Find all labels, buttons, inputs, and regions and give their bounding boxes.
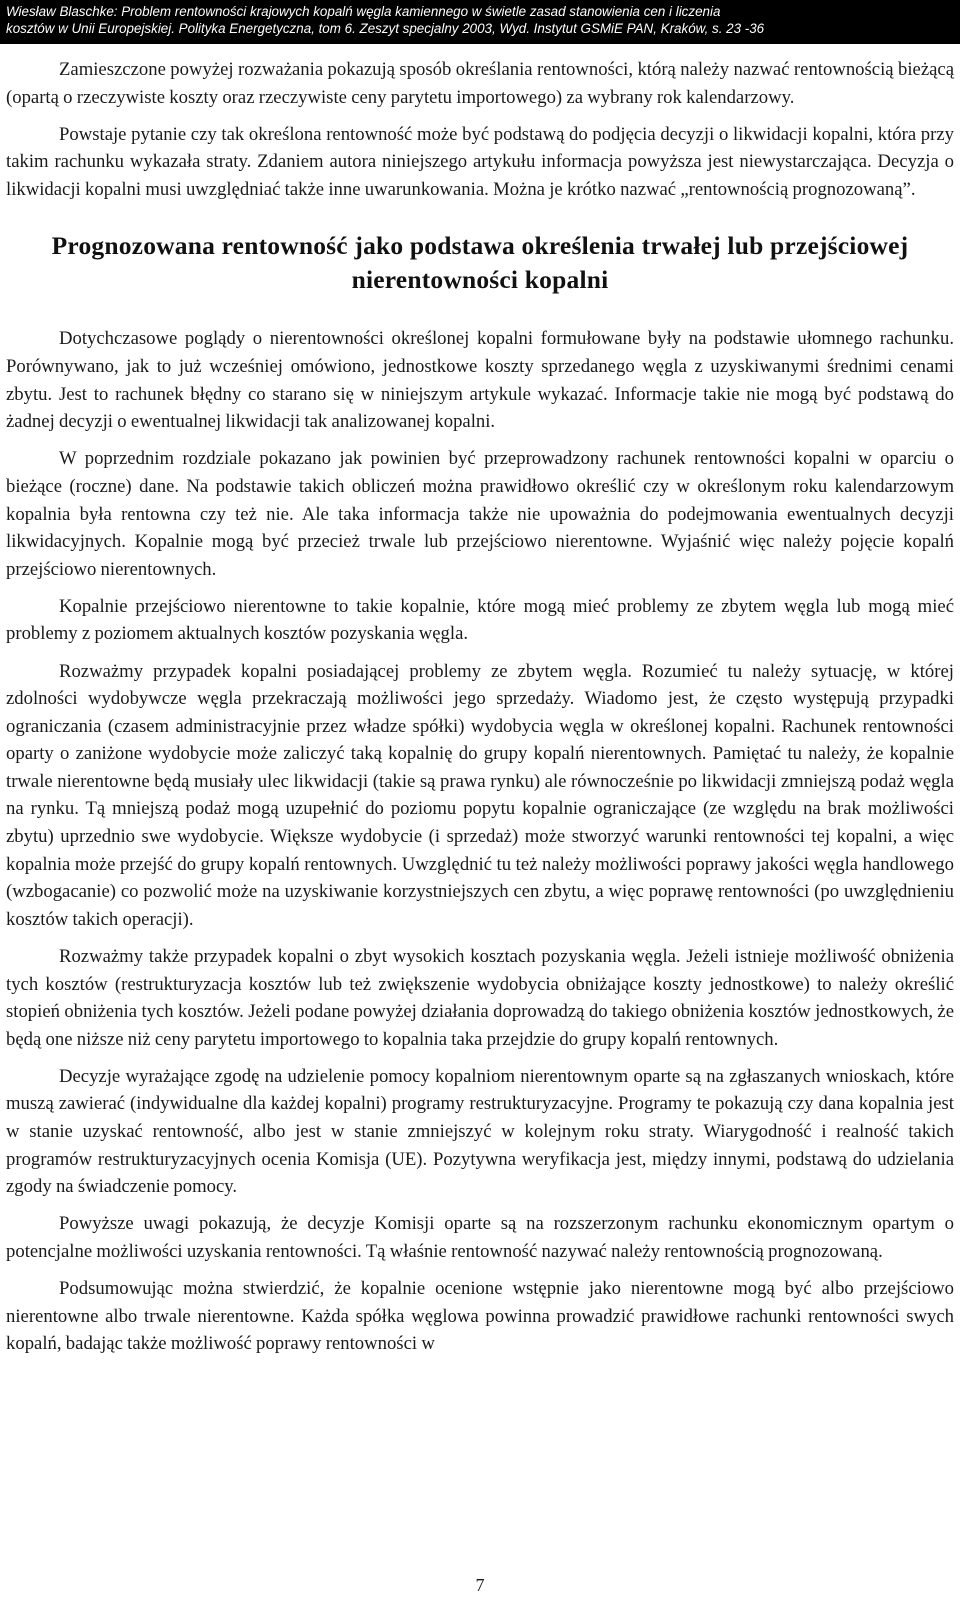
paragraph: Podsumowując można stwierdzić, że kopalnie ocenione wstępnie jako nierentowne mogą być albo przejściowo nierentowne albo trwale nierentowne. Każda spółka węglowa powinna prowadzić prawidłowe rachunki rentowności swych kopalń, badając także możliwość poprawy rentowności w xyxy=(6,1277,954,1355)
paragraph: Dotychczasowe poglądy o nierentowności określonej kopalni formułowane były na podstawie ułomnego rachunku. Porównywano, jak to już wcześniej omówiono, jednostkowe koszty sprzedanego węgla z uzyskiwanymi średnimi cenami zbytu. Jest to rachunek błędny co starano się w niniejszym artykule wykazać. Informacje takie nie mogą być podstawą do żadnej decyzji o ewentualnej likwidacji tak analizowanej kopalni. xyxy=(6,328,954,433)
paragraph: Powstaje pytanie czy tak określona rentowność może być podstawą do podjęcia decyzji o likwidacji kopalni, która przy takim rachunku wykazała straty. Zdaniem autora niniejszego artykułu informacja powyższa jest niewystarczająca. Decyzja o likwidacji kopalni musi uwzględniać także inne uwarunkowania. Można je krótko nazwać „rentownością prognozowaną”. xyxy=(6,123,954,200)
paragraph: Kopalnie przejściowo nierentowne to takie kopalnie, które mogą mieć problemy ze zbytem węgla lub mogą mieć problemy z poziomem aktualnych kosztów pozyskania węgla. xyxy=(6,595,954,645)
article-body xyxy=(6,56,954,1367)
header-line-2: kosztów w Unii Europejskiej. Polityka Energetyczna, tom 6. Zeszyt specjalny 2003, Wyd. Instytut GSMiE PAN, Kraków, s. 23 -36 xyxy=(6,21,765,36)
paragraph: Rozważmy także przypadek kopalni o zbyt wysokich kosztach pozyskania węgla. Jeżeli istnieje możliwość obniżenia tych kosztów (restrukturyzacja kosztów lub też zwiększenie wydobycia obniżające koszty jednostkowe) to należy określić stopień obniżenia tych kosztów. Jeżeli podane powyżej działania doprowadzą do takiego obniżenia kosztów jednostkowych, że będą one niższe niż ceny parytetu importowego to kopalnia taka przejdzie do grupy kopalń rentownych. xyxy=(6,945,954,1050)
header-line-1: Wiesław Blaschke: Problem rentowności krajowych kopalń węgla kamiennego w świetle zasad stanowienia cen i liczenia xyxy=(6,4,721,19)
paragraph: W poprzednim rozdziale pokazano jak powinien być przeprowadzony rachunek rentowności kopalni w oparciu o bieżące (roczne) dane. Na podstawie takich obliczeń można prawidłowo określić czy w określonym roku kalendarzowym kopalnia była rentowna czy też nie. Ale taka informacja także nie upoważnia do podejmowania ewentualnych decyzji likwidacyjnych. Kopalnie mogą być przecież trwale lub przejściowo nierentowne. Wyjaśnić więc należy pojęcie kopalń przejściowo nierentownych. xyxy=(6,448,954,580)
section-heading: Prognozowana rentowność jako podstawa określenia trwałej lub przejściowej nierentowności kopalni xyxy=(51,231,909,295)
paragraph: Decyzje wyrażające zgodę na udzielenie pomocy kopalniom nierentownym oparte są na zgłaszanych wnioskach, które muszą zawierać (indywidualne dla każdej kopalni) programy restrukturyzacyjne. Programy te pokazują czy dana kopalnia jest w stanie uzyskać rentowność, albo jest w stanie zmniejszyć w kolejnym roku straty. Wiarygodność i realność takich programów restrukturyzacyjnych ocenia Komisja (UE). Pozytywna weryfikacja jest, między innymi, podstawą do udzielania zgody na świadczenie pomocy. xyxy=(6,1065,954,1198)
running-header xyxy=(0,0,960,44)
paragraph: Powyższe uwagi pokazują, że decyzje Komisji oparte są na rozszerzonym rachunku ekonomicznym opartym o potencjalne możliwości uzyskania rentowności. Tą właśnie rentowność nazywać należy rentownością prognozowaną. xyxy=(6,1213,954,1262)
paragraph: Zamieszczone powyżej rozważania pokazują sposób określania rentowności, którą należy nazwać rentownością bieżącą (opartą o rzeczywiste koszty oraz rzeczywiste ceny parytetu importowego) za wybrany rok kalendarzowy. xyxy=(6,59,954,108)
paragraph: Rozważmy przypadek kopalni posiadającej problemy ze zbytem węgla. Rozumieć tu należy sytuację, w której zdolności wydobywcze węgla przekraczają możliwości jego sprzedaży. Wiadomo jest, że często występują przypadki ograniczania (czasem administracyjnie przez władze spółki) wydobycia węgla w określonej kopalni. Rachunek rentowności oparty o zaniżone wydobycie może zaliczyć taką kopalnię do grupy kopalń nierentownych. Pamiętać tu należy, że kopalnie trwale nierentowne będą musiały ulec likwidacji (takie są prawa rynku) ale równocześnie po likwidacji zmniejszą podaż węgla na rynku. Tą mniejszą podaż mogą uzupełnić do poziomu popytu kopalnie ograniczające (ze względu na brak możliwości zbytu) uprzednio swe wydobycie. Większe wydobycie (i sprzedaż) może stworzyć warunki rentowności tej kopalni, a więc kopalnia może przejść do grupy kopalń rentownych. Uwzględnić tu też należy możliwości poprawy jakości węgla handlowego (wzbogacanie) co pozwolić może na uzyskiwanie korzystniejszych cen zbytu, a więc poprawę rentowności (po uwzględnieniu kosztów takich operacji). xyxy=(6,660,954,930)
page-number: 7 xyxy=(475,1575,485,1595)
